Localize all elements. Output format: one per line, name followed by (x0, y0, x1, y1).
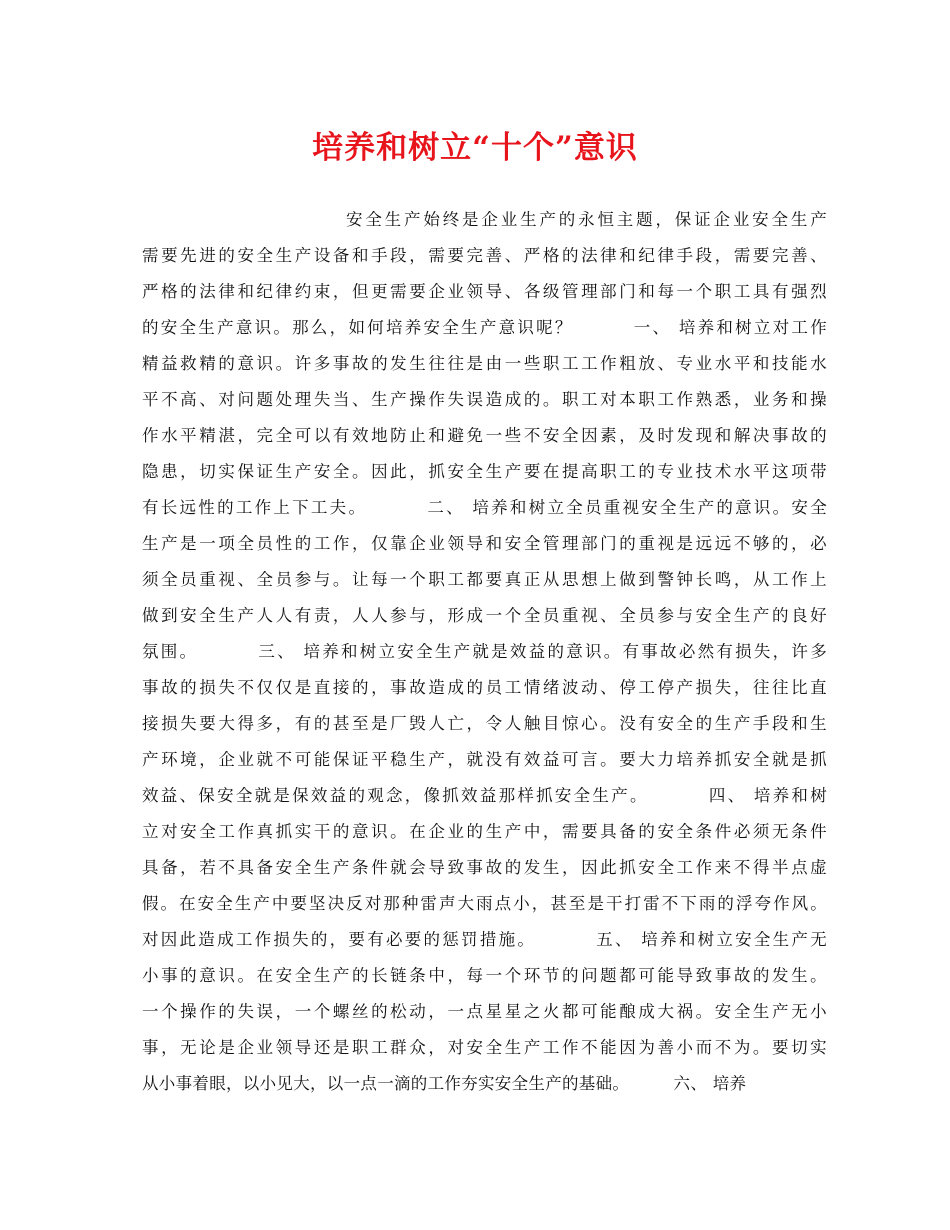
body-line: 严格的法律和纪律约束，但更需要企业领导、各级管理部门和每一个职工具有强烈 (142, 282, 827, 301)
body-line: 安全生产始终是企业生产的永恒主题，保证企业安全生产 (346, 210, 827, 229)
body-line: 小事的意识。在安全生产的长链条中，每一个环节的问题都可能导致事故的发生。 (142, 966, 827, 985)
document-title: 培养和树立“十个”意识 (312, 130, 638, 166)
body-line: 平不高、对问题处理失当、生产操作失误造成的。职工对本职工作熟悉，业务和操 (142, 390, 827, 409)
body-line: 精益救精的意识。许多事故的发生往往是由一些职工工作粗放、专业水平和技能水 (142, 354, 827, 373)
body-line: 对因此造成工作损失的，要有必要的惩罚措施。 五、 培养和树立安全生产无 (142, 930, 827, 949)
body-line: 接损失要大得多，有的甚至是厂毁人亡，令人触目惊心。没有安全的生产手段和生 (142, 714, 827, 733)
document-body (142, 202, 827, 1102)
body-line: 从小事着眼，以小见大，以一点一滴的工作夯实安全生产的基础。 六、 培养 (142, 1074, 747, 1093)
body-line: 氛围。 三、 培养和树立安全生产就是效益的意识。有事故必然有损失，许多 (142, 642, 827, 661)
body-line: 须全员重视、全员参与。让每一个职工都要真正从思想上做到警钟长鸣，从工作上 (142, 570, 827, 589)
body-line: 做到安全生产人人有责，人人参与，形成一个全员重视、全员参与安全生产的良好 (142, 606, 827, 625)
body-line: 具备，若不具备安全生产条件就会导致事故的发生，因此抓安全工作来不得半点虚 (142, 858, 827, 877)
body-line: 假。在安全生产中要坚决反对那种雷声大雨点小，甚至是干打雷不下雨的浮夸作风。 (142, 894, 827, 913)
body-line: 需要先进的安全生产设备和手段，需要完善、严格的法律和纪律手段，需要完善、 (142, 246, 827, 265)
body-line: 立对安全工作真抓实干的意识。在企业的生产中，需要具备的安全条件必须无条件 (142, 822, 827, 841)
body-line: 事故的损失不仅仅是直接的，事故造成的员工情绪波动、停工停产损失，往往比直 (142, 678, 827, 697)
body-line: 效益、保安全就是保效益的观念，像抓效益那样抓安全生产。 四、 培养和树 (142, 786, 827, 805)
body-line: 的安全生产意识。那么，如何培养安全生产意识呢？ 一、 培养和树立对工作 (142, 318, 827, 337)
body-line: 事，无论是企业领导还是职工群众，对安全生产工作不能因为善小而不为。要切实 (142, 1038, 827, 1057)
body-line: 生产是一项全员性的工作，仅靠企业领导和安全管理部门的重视是远远不够的，必 (142, 534, 827, 553)
body-line: 一个操作的失误，一个螺丝的松动，一点星星之火都可能酿成大祸。安全生产无小 (142, 1002, 827, 1021)
body-line: 有长远性的工作上下工夫。 二、 培养和树立全员重视安全生产的意识。安全 (142, 498, 827, 517)
body-line: 产环境，企业就不可能保证平稳生产，就没有效益可言。要大力培养抓安全就是抓 (142, 750, 827, 769)
body-line: 隐患，切实保证生产安全。因此，抓安全生产要在提高职工的专业技术水平这项带 (142, 462, 827, 481)
body-line: 作水平精湛，完全可以有效地防止和避免一些不安全因素，及时发现和解决事故的 (142, 426, 827, 445)
